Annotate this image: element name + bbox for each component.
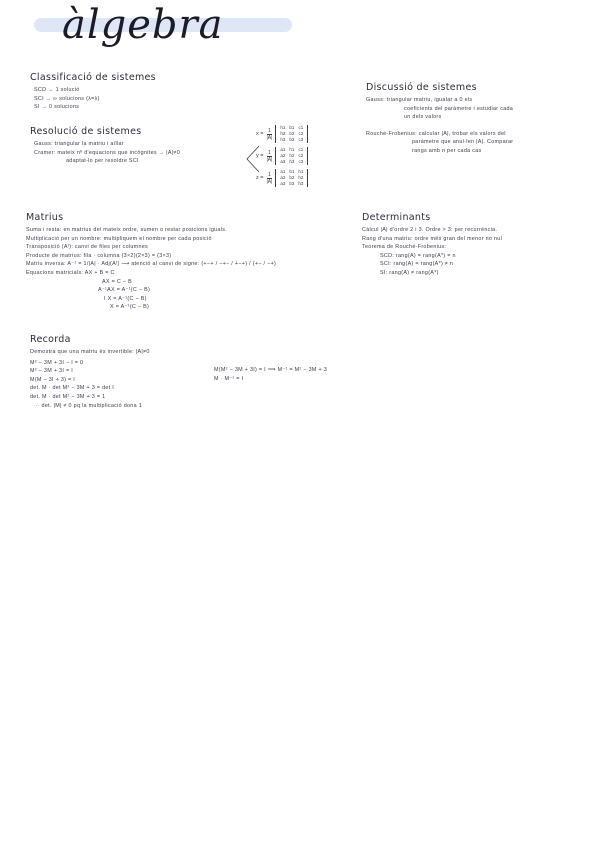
resolucio-gauss: Gauss: triangular la matriu i aïllar [34,141,124,147]
recorda-step: M(M − 3I + 3) = I [30,376,76,383]
discussio-gauss: coeficients del paràmetre i estudiar cada [404,105,514,112]
recorda-intro: Demostra que una matriu és invertible: |A|≠0 [30,349,150,355]
matrius-line: Multiplicació per un nombre: multipliquem el nombre per cada posició [26,235,212,242]
section-heading: Determinants [362,212,431,223]
cramer-y: y = $\frac{1}{|A|}$ a1 h1 c1 a2 h2 c2 a3 h3 c3 [256,146,308,166]
cramer-x: x = $\frac{1}{|A|}$ h1 b1 c1 h2 b2 c2 h3 b3 c3 [256,124,308,144]
classificacio-line: SI → 0 solucions [34,104,80,111]
determinants-case: SCI: rang(A) = rang(A*) ≠ n [380,261,454,268]
recorda-step: M² − 3M + 3I = I [30,368,73,375]
recorda-step: M · M⁻¹ = I [214,375,244,382]
section-heading: Matrius [26,212,64,223]
determinant-x: h1 b1 c1 h2 b2 c2 h3 b3 c3 [275,125,308,143]
discussio-rouche: Rouché-Frobenius: calcular |A|, trobar els valors del [366,130,506,137]
fraction: $\frac{1}{|A|}$ [266,127,273,141]
classificacio-line: SCI → ∞ solucions (λ=λ) [34,95,100,102]
discussio-gauss: un dels valors [404,114,442,121]
determinants-case: SCD: rang(A) = rang(A*) = n [380,252,456,259]
section-matrius [26,212,276,312]
cramer-z: z = $\frac{1}{|A|}$ a1 b1 h1 a2 b2 h2 a3 b3 h3 [256,168,308,188]
matrius-eq: AX = C − B [102,278,132,285]
matrius-line: Matriu inversa: A⁻¹ = 1/|A| · Adj(Aᵗ) ⟶ atenció al canvi de signe: (+−+ / −+− / +−+) / (+− / −+) [26,261,277,268]
section-heading: Classificació de sistemes [30,72,156,83]
matrius-line: Equacions matricials: AX + B = C [26,269,115,276]
classificacio-line: SCD → 1 solució [34,87,80,93]
section-classificacio [30,72,156,112]
section-heading: Recorda [30,334,71,345]
section-resolucio [30,126,180,166]
fraction: $\frac{1}{|A|}$ [266,149,273,163]
matrius-eq: I X = A⁻¹(C − B) [104,295,147,302]
cramer-formulas [256,124,356,190]
discussio-rouche: rangs amb n per cada cas [412,147,482,154]
page-title: àlgebra [62,2,224,48]
determinant-y: a1 h1 c1 a2 h2 c2 a3 h3 c3 [275,147,308,165]
discussio-gauss: Gauss: triangular matriu, igualar a 0 els [366,97,473,103]
matrius-line: Producte de matrius: fila · columna (3×2)(2×3) = (3×3) [26,252,172,259]
recorda-step: M(M² − 3M + 3I) = I ⟹ M⁻¹ = M² − 3M + 3 [214,367,328,373]
section-heading: Resolució de sistemes [30,126,142,137]
determinant-z: a1 b1 h1 a2 b2 h2 a3 b3 h3 [275,169,308,187]
determinants-line: Rang d'una matriu: ordre més gran del menor no nul [362,235,503,242]
matrius-eq: X = A⁻¹(C − B) [110,304,150,311]
recorda-step: det. M · det M² − 3M + 3 = 1 [30,393,106,400]
section-heading: Discussió de sistemes [366,82,477,93]
matrius-eq: A⁻¹AX = A⁻¹(C − B) [98,287,151,294]
recorda-step: det. M · det M² − 3M + 3 = det I [30,385,115,392]
discussio-rouche: paràmetre que anul·len |A|. Comparar [412,139,514,146]
determinants-case: SI: rang(A) ≠ rang(A*) [380,269,439,276]
determinants-line: Teorema de Rouché-Frobenius: [362,244,447,251]
matrius-line: Transposició (Aᵗ): canvi de files per columnes [26,244,149,251]
section-determinants [362,212,502,278]
fraction: $\frac{1}{|A|}$ [266,171,273,185]
title-block [34,2,294,48]
determinants-line: Càlcul |A| d'ordre 2 i 3. Ordre > 3: per recurrència. [362,227,498,233]
section-recorda-right [214,366,327,383]
section-discussio [366,82,513,156]
recorda-step: ∴ det. |M| ≠ 0 pq la multiplicació dona 1 [36,402,142,409]
section-recorda [30,334,150,410]
resolucio-cramer-note: adaptat-lo per resoldre SCI [66,158,139,165]
matrius-line: Suma i resta: en matrius del mateix ordre, sumen o restar posicions iguals. [26,227,228,233]
resolucio-cramer: Cramer: mateix nº d'equacions que incògnites → |A|≠0 [34,149,181,156]
recorda-step: M² − 3M + 3I − I = 0 [30,359,84,366]
